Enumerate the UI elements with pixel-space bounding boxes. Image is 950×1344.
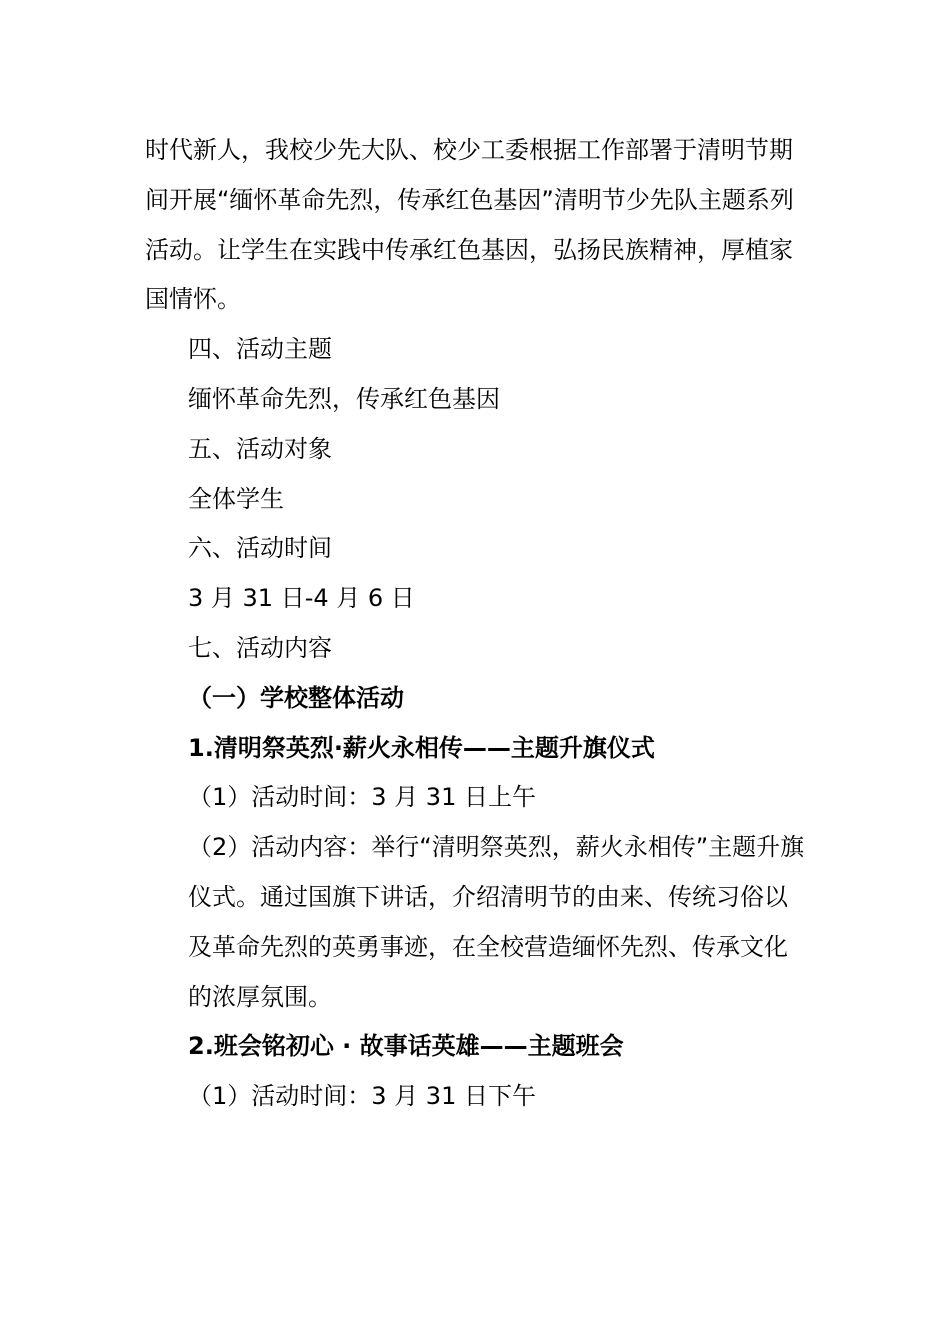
activity-content-flag-ceremony: （2）活动内容：举行“清明祭英烈，薪火永相传”主题升旗仪式。通过国旗下讲话，介绍清明节的由来、传统习俗以及革命先烈的英勇事迹，在全校营造缅怀先烈、传承文化的浓厚氛围。 [188,833,805,1011]
section-heading-time: 六、活动时间 [188,534,332,563]
activity-title-class-meeting: 2.班会铭初心 · 故事话英雄——主题班会 [188,1032,624,1061]
intro-paragraph: 时代新人，我校少先大队、校少工委根据工作部署于清明节期间开展“缅怀革命先烈，传承红色基因”清明节少先队主题系列活动。让学生在实践中传承红色基因，弘扬民族精神，厚植家国情怀。 [145,136,794,314]
section-heading-theme: 四、活动主题 [188,335,332,364]
subsection-heading-school: （一）学校整体活动 [188,683,404,712]
time-text: 3 月 31 日-4 月 6 日 [188,584,415,613]
activity-time-flag-ceremony: （1）活动时间：3 月 31 日上午 [188,783,536,812]
activity-title-flag-ceremony: 1.清明祭英烈·薪火永相传——主题升旗仪式 [188,733,655,762]
theme-text: 缅怀革命先烈，传承红色基因 [188,384,500,413]
activity-time-class-meeting: （1）活动时间：3 月 31 日下午 [188,1082,536,1111]
section-heading-content: 七、活动内容 [188,633,332,662]
document-body [145,126,805,1122]
audience-text: 全体学生 [188,484,284,513]
section-heading-audience: 五、活动对象 [188,434,332,463]
